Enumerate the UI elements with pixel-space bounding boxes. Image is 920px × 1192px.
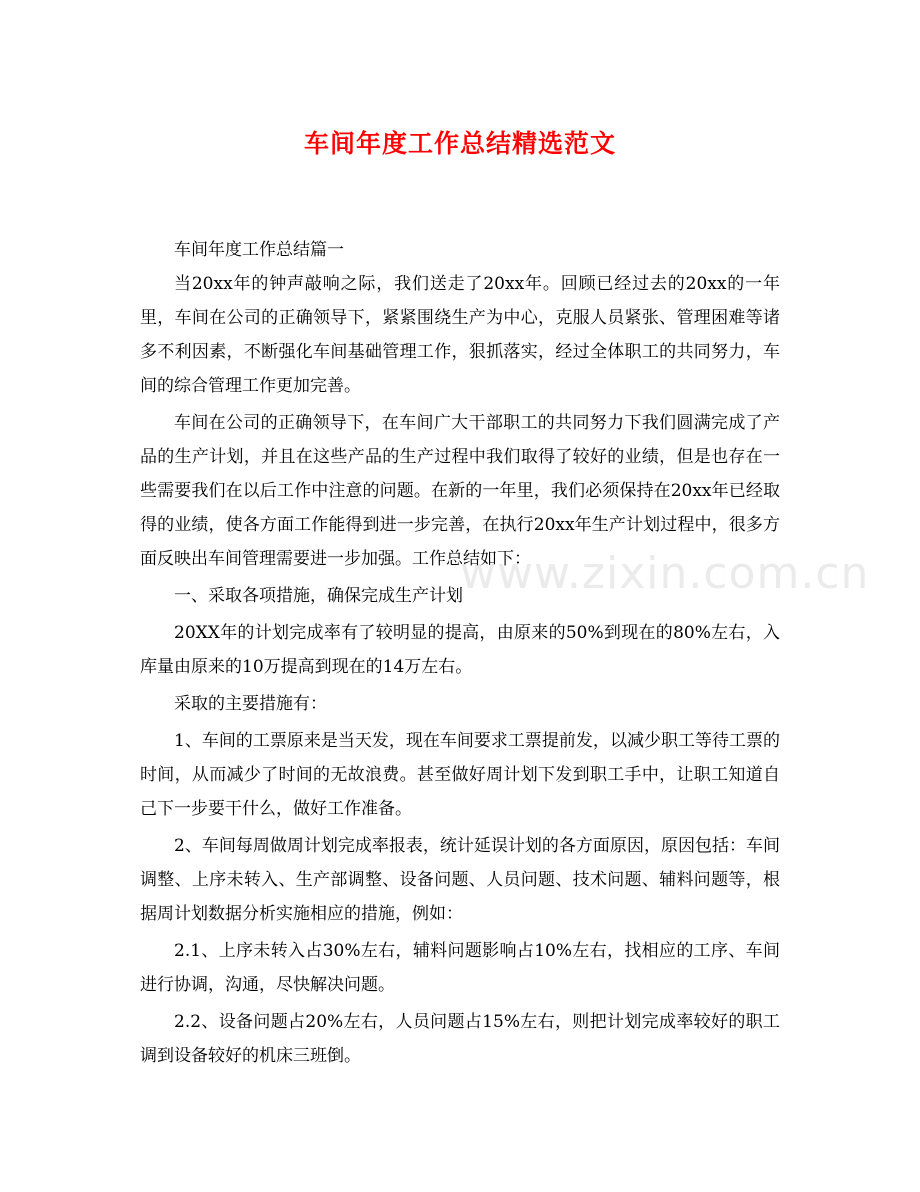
document-body [140, 233, 780, 1073]
list-item-1: 1、车间的工票原来是当天发，现在车间要求工票提前发，以减少职工等待工票的时间，从而减少了时间的无故浪费。甚至做好周计划下发到职工手中，让职工知道自己下一步要干什么，做好工作准备。 [140, 731, 780, 819]
paragraph-completion-rate: 20XX年的计划完成率有了较明显的提高，由原来的50%到现在的80%左右，入库量由原来的10万提高到现在的14万左右。 [140, 623, 780, 677]
section-heading-1: 车间年度工作总结篇一 [174, 240, 344, 260]
paragraph-main-measures: 采取的主要措施有： [174, 694, 327, 714]
paragraph-intro: 当20xx年的钟声敲响之际，我们送走了20xx年。回顾已经过去的20xx的一年里，车间在公司的正确领导下，紧紧围绕生产为中心，克服人员紧张、管理困难等诸多不利因素，不断强化车间基础管理工作，狠抓落实，经过全体职工的共同努力，车间的综合管理工作更加完善。 [140, 274, 780, 396]
paragraph-overview: 车间在公司的正确领导下，在车间广大干部职工的共同努力下我们圆满完成了产品的生产计划，并且在这些产品的生产过程中我们取得了较好的业绩，但是也存在一些需要我们在以后工作中注意的问题。在新的一年里，我们必须保持在20xx年已经取得的业绩，使各方面工作能得到进一步完善，在执行20xx年生产计划过程中，很多方面反映出车间管理需要进一步加强。工作总结如下： [140, 413, 780, 569]
list-item-2: 2、车间每周做周计划完成率报表，统计延误计划的各方面原因，原因包括：车间调整、上序未转入、生产部调整、设备问题、人员问题、技术问题、辅料问题等，根据周计划数据分析实施相应的措施，例如： [140, 836, 780, 924]
document-title: 车间年度工作总结精选范文 [303, 129, 616, 158]
subheading-measures: 一、采取各项措施，确保完成生产计划 [174, 586, 463, 606]
list-item-2-2: 2.2、设备问题占20%左右，人员问题占15%左右，则把计划完成率较好的职工调到设备较好的机床三班倒。 [140, 1012, 780, 1066]
watermark: www.zixin.com.cn [460, 548, 870, 599]
list-item-2-1: 2.1、上序未转入占30%左右，辅料问题影响占10%左右，找相应的工序、车间进行协调，沟通，尽快解决问题。 [140, 941, 780, 995]
